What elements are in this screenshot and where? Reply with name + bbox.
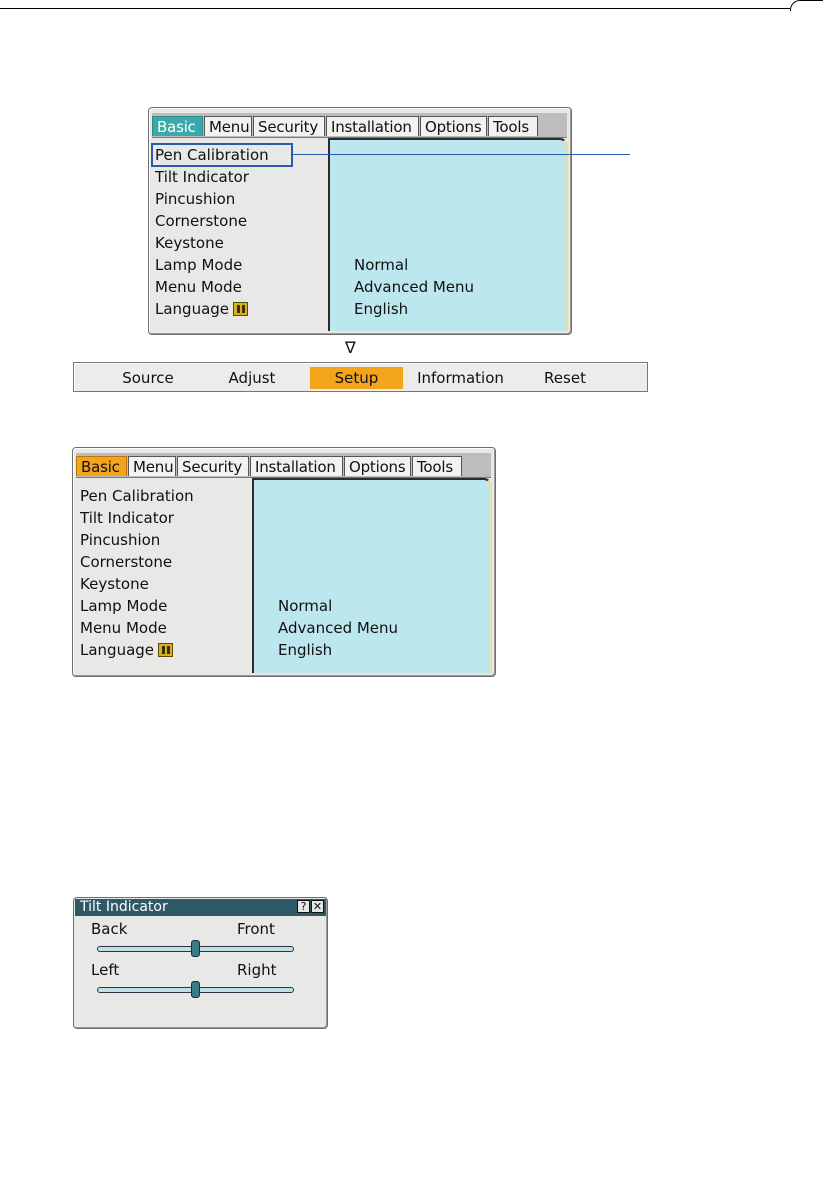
menu-item-tilt-indicator[interactable]: Tilt Indicator (155, 168, 249, 186)
front-label: Front (237, 920, 275, 938)
menu-item-pincushion[interactable]: Pincushion (155, 190, 236, 208)
help-icon[interactable]: ? (297, 900, 310, 913)
tab-basic[interactable]: Basic (76, 456, 127, 476)
tab-security[interactable]: Security (253, 116, 325, 136)
main-menu-reset[interactable]: Reset (544, 369, 586, 387)
back-front-slider-thumb[interactable] (191, 940, 200, 957)
language-value: English (278, 641, 333, 659)
tab-tools[interactable]: Tools (488, 116, 538, 136)
down-arrow-icon: ∇ (345, 338, 356, 357)
menu-item-cornerstone[interactable]: Cornerstone (155, 212, 248, 230)
tab-tools[interactable]: Tools (412, 456, 462, 476)
tab-installation[interactable]: Installation (326, 116, 419, 136)
tilt-indicator-window (73, 897, 328, 1029)
tab-installation[interactable]: Installation (250, 456, 343, 476)
lamp-mode-value: Normal (278, 597, 333, 615)
main-menu-bar (73, 362, 648, 392)
window-title: Tilt Indicator (80, 899, 168, 915)
close-icon[interactable]: ✕ (312, 900, 323, 913)
tab-menu[interactable]: Menu (204, 116, 252, 136)
header-rule-line (0, 8, 790, 9)
page-header-rule (0, 0, 839, 16)
tab-security[interactable]: Security (177, 456, 249, 476)
language-label: Language (80, 641, 155, 659)
language-value: English (354, 300, 409, 318)
tab-menu[interactable]: Menu (128, 456, 176, 476)
tilt-indicator-title-bar (75, 899, 326, 916)
callout-line (293, 154, 630, 155)
menu-item-tilt-indicator[interactable]: Tilt Indicator (80, 509, 174, 527)
main-menu-information[interactable]: Information (417, 369, 504, 387)
tab-strip (152, 113, 567, 138)
menu-mode-value: Advanced Menu (354, 278, 475, 296)
left-label: Left (91, 961, 120, 979)
menu-item-menu-mode[interactable]: Menu Mode (155, 278, 242, 296)
menu-item-lamp-mode[interactable]: Lamp Mode (80, 597, 168, 615)
right-label: Right (237, 961, 277, 979)
osd-menu (72, 447, 496, 677)
menu-item-keystone[interactable]: Keystone (80, 575, 149, 593)
language-icon (158, 643, 173, 657)
menu-item-pen-calibration[interactable]: Pen Calibration (155, 146, 269, 164)
tab-strip (76, 453, 491, 478)
header-rule-corner (790, 0, 823, 11)
language-label: Language (155, 300, 230, 318)
main-menu-source[interactable]: Source (122, 369, 174, 387)
lamp-mode-value: Normal (354, 256, 409, 274)
tab-options[interactable]: Options (344, 456, 411, 476)
menu-item-language[interactable] (155, 298, 248, 320)
menu-item-menu-mode[interactable]: Menu Mode (80, 619, 167, 637)
tab-basic[interactable]: Basic (152, 116, 203, 136)
language-icon (233, 302, 248, 316)
main-menu-setup[interactable]: Setup (310, 367, 403, 389)
back-label: Back (91, 920, 128, 938)
menu-item-cornerstone[interactable]: Cornerstone (80, 553, 173, 571)
menu-item-keystone[interactable]: Keystone (155, 234, 224, 252)
osd-menu-highlighted (148, 107, 572, 335)
menu-item-lamp-mode[interactable]: Lamp Mode (155, 256, 243, 274)
left-right-slider-thumb[interactable] (191, 981, 200, 998)
pen-calibration-highlight (151, 143, 293, 167)
tab-options[interactable]: Options (420, 116, 487, 136)
menu-item-language[interactable] (80, 639, 173, 661)
menu-item-pincushion[interactable]: Pincushion (80, 531, 161, 549)
menu-mode-value: Advanced Menu (278, 619, 399, 637)
main-menu-adjust[interactable]: Adjust (228, 369, 276, 387)
menu-item-pen-calibration[interactable]: Pen Calibration (80, 487, 194, 505)
